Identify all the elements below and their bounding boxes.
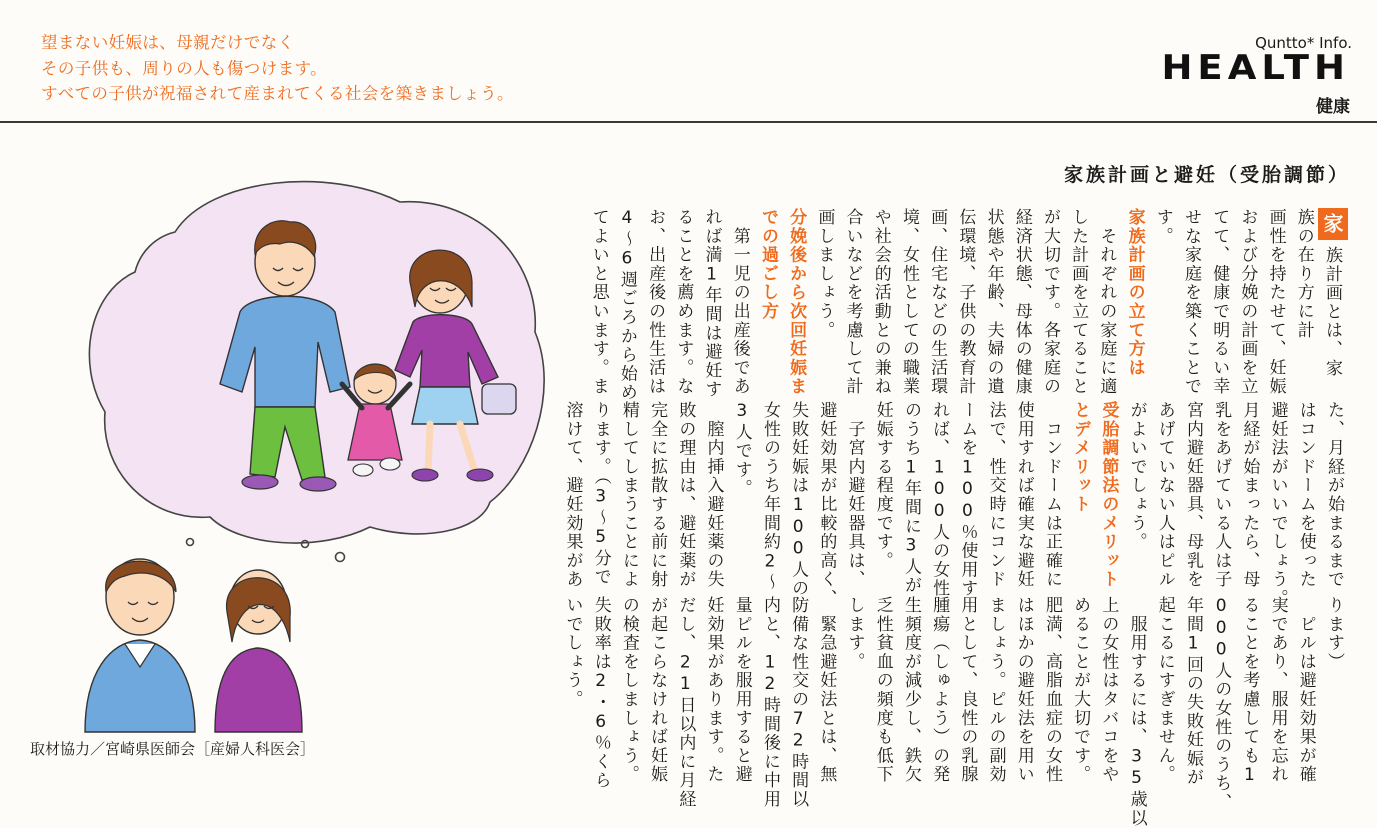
text-line: ることを考慮しても1: [1239, 596, 1260, 787]
text-line: 敗の理由は、避妊薬が: [675, 401, 696, 589]
text-line: 族計画とは、家: [1322, 246, 1342, 378]
text-line: 内と、12時間後に中用: [759, 596, 780, 809]
text-line: 境、女性としての職業: [898, 208, 919, 396]
text-line: ることを薦めます。な: [673, 208, 694, 396]
text-line: 年間1回の失敗妊娠が: [1182, 596, 1203, 787]
text-line: 肥満、高脂血症の女性: [1041, 596, 1062, 784]
section-heading: 家族計画の立て方は: [1124, 208, 1145, 378]
text-line: 画しましょう。: [814, 208, 835, 340]
text-line: お、出産後の性生活は: [645, 208, 666, 396]
text-line: 妊効果があります。た: [703, 596, 724, 784]
text-line: した計画を立てること: [1068, 208, 1089, 396]
slogan-line-3: すべての子供が祝福されて産まれてくる社会を築きましょう。: [41, 84, 514, 103]
text-line: のうち1年間に3人が: [900, 401, 921, 595]
section-heading: での過ごし方: [757, 208, 778, 321]
text-line: 起こるにすぎません。: [1154, 596, 1175, 784]
text-line: た、月経が始まるまで: [1324, 401, 1344, 589]
text-line: 服用するには、35歳以: [1126, 596, 1147, 828]
credit-line: 取材協力／宮崎県医師会［産婦人科医会］: [30, 740, 316, 758]
section-heading: 分娩後から次回妊娠ま: [786, 208, 807, 396]
text-line: 子宮内避妊器具は、: [844, 401, 865, 589]
text-line: が起こらなければ妊娠: [647, 596, 668, 784]
page-header: [0, 0, 1377, 122]
text-line: 女性のうち年間約2～: [759, 401, 780, 592]
text-line: 族の在り方に計: [1293, 208, 1314, 340]
text-line: す。: [1152, 208, 1173, 246]
section-label: 健康: [1316, 97, 1350, 117]
slogan-line-1: 望まない妊娠は、母親だけでなく: [41, 33, 295, 52]
article-body: [562, 208, 1348, 828]
text-line: 避妊効果が比較的高く、: [816, 401, 837, 608]
article-tier-3: [562, 596, 1348, 828]
text-line: 用として、良性の乳腺: [957, 596, 978, 784]
text-line: 膣内挿入避妊薬の失: [703, 401, 724, 589]
text-line: します。: [844, 596, 865, 672]
text-line: 防備な性交の72時間以: [788, 596, 809, 809]
woman-thinking: [215, 570, 302, 732]
text-line: 精してしまうことによ: [618, 401, 639, 589]
text-line: せな家庭を築くことで: [1180, 208, 1201, 396]
text-line: 生頻度が減少し、鉄欠: [900, 596, 921, 784]
text-line: 法で、性交時にコンド: [985, 401, 1006, 589]
paragraph-intro: [1318, 208, 1348, 393]
text-line: 量ピルを服用すると避: [731, 596, 752, 784]
text-line: および分娩の計画を立: [1237, 208, 1258, 396]
text-line: コンドームは正確に: [1041, 401, 1062, 589]
text-line: 使用すれば確実な避妊: [1013, 401, 1034, 589]
text-line: 失敗妊娠は100人の: [788, 401, 809, 598]
text-line: がよいでしょう。: [1126, 401, 1147, 552]
text-line: ームを100％使用す: [957, 401, 978, 598]
brand-label: Quntto* Info.: [1255, 34, 1352, 52]
family-illustration: [80, 172, 560, 762]
text-line: れば、100人の女性: [929, 401, 950, 598]
text-line: 合いなどを考慮して計: [842, 208, 863, 396]
text-line: ります。（3～5分で: [590, 401, 611, 587]
text-line: 宮内避妊器具、母乳を: [1182, 401, 1203, 589]
text-line: 上の女性はタバコをや: [1098, 596, 1119, 784]
text-line: 乏性貧血の頻度も低下: [872, 596, 893, 784]
text-line: れば満1年間は避妊す: [701, 208, 722, 399]
text-line: 避妊法がいいでしょう。: [1267, 401, 1288, 608]
man-thinking: [85, 559, 195, 732]
text-line: 画、住宅などの生活環: [927, 208, 948, 396]
text-line: はコンドームを使った: [1295, 401, 1316, 589]
text-line: ましょう。ピルの副効: [985, 596, 1006, 784]
health-logo: HEALTH: [1161, 47, 1350, 88]
text-line: 状態や年齢、夫婦の遺: [983, 208, 1004, 396]
text-line: めることが大切です。: [1070, 596, 1091, 784]
section-heading: とデメリット: [1070, 401, 1091, 514]
text-line: 第一児の出産後であ: [729, 208, 750, 396]
text-line: 失敗率は2・6％くら: [590, 596, 611, 790]
text-line: 伝環境、子供の教育計: [955, 208, 976, 396]
text-line: 経済状態、母体の健康: [1011, 208, 1032, 396]
text-line: てて、健康で明るい幸: [1209, 208, 1230, 396]
text-line: 月経が始まったら、母: [1239, 401, 1260, 589]
section-heading: 受胎調節法のメリット: [1098, 401, 1119, 589]
text-line: いでしょう。: [562, 596, 583, 709]
text-line: 緊急避妊法とは、無: [816, 596, 837, 784]
text-line: 3人です。: [731, 401, 752, 498]
text-line: だし、21日以内に月経: [675, 596, 696, 809]
header-divider: [0, 121, 1377, 123]
text-line: が大切です。各家庭の: [1039, 208, 1060, 396]
dropcap: 家: [1318, 208, 1348, 240]
text-line: 000人の女性のうち、: [1211, 596, 1232, 812]
text-line: や社会的活動との兼ね: [870, 208, 891, 396]
text-line: あげていない人はピル: [1154, 401, 1175, 589]
text-line: 乳をあげている人は子: [1211, 401, 1232, 589]
article-tier-1: [588, 208, 1348, 402]
article-title: 家族計画と避妊（受胎調節）: [1063, 164, 1350, 186]
text-line: 完全に拡散する前に射: [647, 401, 668, 589]
text-line: てよいと思います。ま: [588, 208, 609, 396]
text-line: ピルは避妊効果が確: [1295, 596, 1316, 784]
text-line: ります）: [1324, 596, 1344, 672]
text-line: それぞれの家庭に適: [1096, 208, 1117, 396]
text-line: 画性を持たせて、妊娠: [1265, 208, 1286, 396]
text-line: 妊娠する程度です。: [872, 401, 893, 571]
text-line: の検査をしましょう。: [618, 596, 639, 784]
text-line: 実であり、服用を忘れ: [1267, 596, 1288, 784]
text-line: 腫瘍（しゅよう）の発: [929, 596, 950, 784]
article-tier-2: [562, 401, 1348, 608]
text-line: 溶けて、避妊効果があ: [562, 401, 583, 589]
text-line: 4～6週ごろから始め: [616, 208, 637, 402]
slogan-line-2: その子供も、周りの人も傷つけます。: [41, 59, 327, 78]
text-line: はほかの避妊法を用い: [1013, 596, 1034, 784]
